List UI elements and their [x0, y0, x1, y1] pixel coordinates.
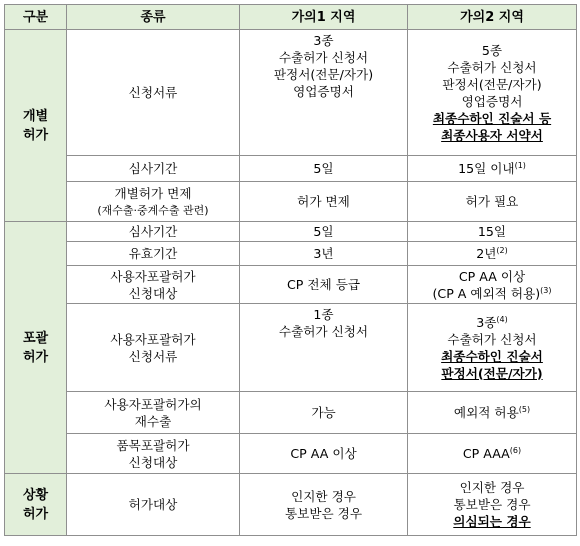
region2-user-comprehensive-docs	[408, 304, 577, 392]
cell-line: 개별허가 면제	[114, 185, 192, 201]
region1-user-comprehensive-target: CP 전체 등급	[240, 266, 408, 304]
cell-line: 통보받은 경우	[285, 505, 362, 521]
region1-permit-target	[240, 474, 408, 536]
header-row	[5, 5, 577, 30]
header-region2: 가의2 지역	[408, 5, 577, 30]
cell-line: 인지한 경우	[459, 480, 525, 495]
table-row	[5, 304, 577, 392]
group-label-line: 허가	[22, 349, 49, 365]
header-category: 구분	[5, 5, 67, 30]
item-user-comprehensive-target	[67, 266, 240, 304]
group-label-line: 허가	[22, 127, 49, 143]
region2-permit-target	[408, 474, 577, 536]
item-reexport	[67, 392, 240, 434]
group-label-line: 허가	[22, 506, 49, 522]
footnote-mark: (5)	[518, 404, 531, 414]
group-individual	[5, 30, 67, 222]
region1-validity: 3년	[240, 242, 408, 266]
item-review-period: 심사기간	[67, 156, 240, 182]
cell-line	[410, 285, 574, 302]
item-exemption	[67, 182, 240, 222]
group-comprehensive	[5, 222, 67, 474]
region2-application-docs	[408, 30, 577, 156]
cell-line: 사용자포괄허가	[110, 268, 196, 284]
item-item-comprehensive-target	[67, 434, 240, 474]
cell-text: 3종	[476, 314, 497, 330]
region2-item-comprehensive-target	[408, 434, 577, 474]
table-row	[5, 392, 577, 434]
table-row	[5, 30, 577, 156]
cell-line-sub: (재수출·중계수출 관련)	[97, 203, 209, 217]
table-row	[5, 182, 577, 222]
cell-line: 품목포괄허가	[116, 437, 190, 453]
cell-text: 예외적 허용	[453, 405, 519, 420]
region2-exemption: 허가 필요	[408, 182, 577, 222]
cell-line	[410, 314, 574, 331]
cell-line: 1종	[313, 307, 334, 322]
region1-application-docs	[240, 30, 408, 156]
cell-line: 영업증명서	[461, 93, 523, 109]
table-row	[5, 242, 577, 266]
cell-line: 수출허가 신청서	[447, 59, 537, 75]
item-review-period-2: 심사기간	[67, 222, 240, 242]
cell-line-emphasis: 판정서(전문/자가)	[441, 365, 543, 381]
cell-line: 신청대상	[128, 285, 178, 301]
cell-line-emphasis: 최종사용자 서약서	[441, 127, 543, 143]
cell-line: 신청서류	[128, 348, 178, 364]
group-situational	[5, 474, 67, 536]
table-row	[5, 474, 577, 536]
cell-line: 3종	[313, 33, 334, 48]
table-row	[5, 156, 577, 182]
cell-line: 재수출	[134, 413, 172, 429]
cell-line: 판정서(전문/자가)	[273, 67, 374, 82]
item-validity: 유효기간	[67, 242, 240, 266]
item-user-comprehensive-docs	[67, 304, 240, 392]
item-permit-target: 허가대상	[67, 474, 240, 536]
comparison-table	[4, 4, 577, 536]
cell-line: 판정서(전문/자가)	[442, 76, 542, 92]
cell-line: 수출허가 신청서	[447, 331, 537, 347]
cell-line: 통보받은 경우	[453, 497, 531, 512]
cell-line: 영업증명서	[293, 84, 354, 99]
footnote-mark: (4)	[496, 314, 508, 324]
cell-line: 수출허가 신청서	[278, 324, 369, 339]
cell-line-emphasis: 의심되는 경우	[453, 514, 531, 529]
region2-review-period	[408, 156, 577, 182]
table-row	[5, 266, 577, 304]
cell-line: CP AA 이상	[458, 268, 526, 284]
group-label-line: 상황	[22, 487, 49, 503]
region1-exemption: 허가 면제	[240, 182, 408, 222]
region2-validity	[408, 242, 577, 266]
cell-text: 15일 이내	[458, 161, 515, 176]
table-row	[5, 222, 577, 242]
group-label-line: 개별	[22, 108, 49, 124]
cell-line: 사용자포괄허가	[110, 331, 196, 347]
cell-text: (CP A 예외적 허용)	[432, 285, 541, 301]
region2-user-comprehensive-target	[408, 266, 577, 304]
cell-line: 사용자포괄허가의	[104, 396, 202, 412]
region1-review-period-2: 5일	[240, 222, 408, 242]
cell-text: CP AAA	[462, 446, 510, 461]
header-type: 종류	[67, 5, 240, 30]
cell-line-emphasis: 최종수하인 진술서	[441, 348, 543, 364]
footnote-mark: (2)	[496, 245, 508, 255]
cell-text: 2년	[476, 246, 497, 261]
cell-line: 수출허가 신청서	[278, 50, 369, 65]
region2-reexport	[408, 392, 577, 434]
region1-reexport: 가능	[240, 392, 408, 434]
item-application-docs: 신청서류	[67, 30, 240, 156]
region1-user-comprehensive-docs	[240, 304, 408, 392]
header-region1: 가의1 지역	[240, 5, 408, 30]
region1-review-period: 5일	[240, 156, 408, 182]
cell-line: 인지한 경우	[291, 488, 356, 504]
footnote-mark: (6)	[509, 445, 522, 455]
table-row	[5, 434, 577, 474]
group-label-line: 포괄	[22, 330, 49, 346]
region2-review-period-2: 15일	[408, 222, 577, 242]
cell-line: 5종	[481, 42, 503, 58]
cell-line-emphasis: 최종수하인 진술서 등	[432, 110, 552, 126]
region1-item-comprehensive-target: CP AA 이상	[240, 434, 408, 474]
cell-line: 신청대상	[128, 454, 178, 470]
footnote-mark: (1)	[514, 160, 526, 170]
footnote-mark: (3)	[540, 285, 552, 295]
